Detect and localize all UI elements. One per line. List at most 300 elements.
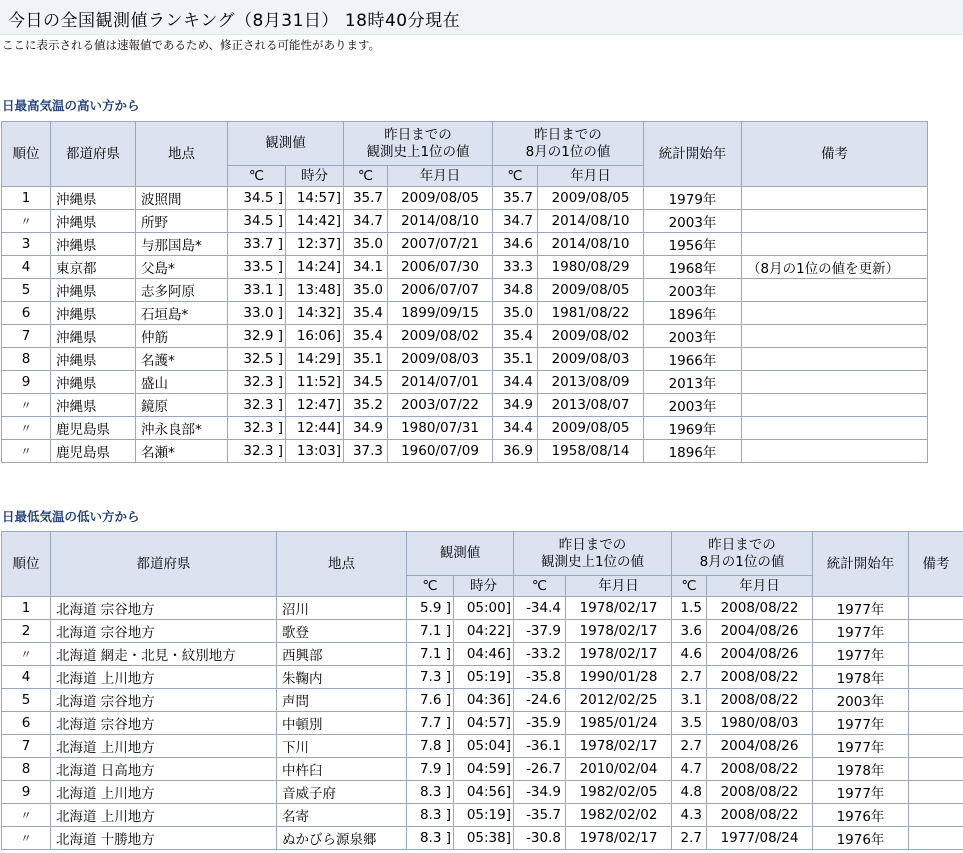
record-temp-cell: 35.1: [344, 348, 388, 371]
month-record-temp-cell: 34.9: [493, 394, 538, 417]
month-record-temp-cell: 4.8: [672, 781, 707, 804]
observed-time-cell: 04:46]: [454, 643, 514, 666]
table-row: [2, 781, 963, 804]
observed-temp-cell: 34.5 ]: [228, 210, 286, 233]
remarks-cell: [909, 689, 963, 712]
table-row: [2, 620, 963, 643]
start-year-cell: 1977年: [813, 712, 909, 735]
remarks-cell: （8月の1位の値を更新）: [742, 256, 928, 279]
month-record-date-cell: 2008/08/22: [707, 781, 813, 804]
record-header-line1: 昨日までの: [558, 536, 627, 553]
table-row: [2, 417, 928, 440]
table-row: [2, 440, 928, 463]
remarks-cell: [909, 735, 963, 758]
prefecture-cell: 北海道 宗谷地方: [51, 597, 277, 620]
remarks-cell: [742, 348, 928, 371]
observed-temp-cell: 7.6 ]: [407, 689, 454, 712]
prefecture-cell: 沖縄県: [51, 279, 136, 302]
rank-cell: 9: [2, 371, 51, 394]
start-year-cell: 1966年: [644, 348, 742, 371]
rank-cell: 〃: [2, 210, 51, 233]
record-date-cell: 1978/02/17: [566, 643, 672, 666]
observed-temp-cell: 33.1 ]: [228, 279, 286, 302]
station-cell: 下川: [277, 735, 407, 758]
month-record-temp-cell: 35.1: [493, 348, 538, 371]
record-temp-cell: 35.2: [344, 394, 388, 417]
station-cell: 名護*: [136, 348, 228, 371]
record-date-cell: 2009/08/05: [388, 187, 493, 210]
remarks-cell: [742, 325, 928, 348]
rank-cell: 〃: [2, 804, 51, 827]
station-cell: ぬかびら源泉郷: [277, 827, 407, 850]
remarks-cell: [742, 440, 928, 463]
station-cell: 中杵臼: [277, 758, 407, 781]
observed-time-cell: 05:38]: [454, 827, 514, 850]
observed-time-cell: 12:37]: [286, 233, 344, 256]
month-record-date-subheader: 年月日: [538, 166, 644, 187]
remarks-cell: [742, 394, 928, 417]
prefecture-cell: 東京都: [51, 256, 136, 279]
record-temp-cell: 35.0: [344, 233, 388, 256]
rank-cell: 6: [2, 712, 51, 735]
start-year-cell: 1978年: [813, 666, 909, 689]
start-year-cell: 1977年: [813, 643, 909, 666]
month-record-temp-subheader: ℃: [672, 576, 707, 597]
observed-temp-cell: 32.9 ]: [228, 325, 286, 348]
table-row: [2, 643, 963, 666]
rank-cell: 1: [2, 597, 51, 620]
col-prefecture-header: 都道府県: [51, 122, 136, 187]
col-station-header: 地点: [136, 122, 228, 187]
prefecture-cell: 北海道 上川地方: [51, 804, 277, 827]
table-row: [2, 804, 963, 827]
record-temp-cell: -37.9: [514, 620, 566, 643]
observed-time-cell: 14:57]: [286, 187, 344, 210]
observed-time-cell: 11:52]: [286, 371, 344, 394]
station-cell: 声問: [277, 689, 407, 712]
observed-temp-cell: 33.0 ]: [228, 302, 286, 325]
observed-temp-cell: 8.3 ]: [407, 804, 454, 827]
record-temp-cell: -35.7: [514, 804, 566, 827]
rank-cell: 4: [2, 256, 51, 279]
month-record-date-cell: 1981/08/22: [538, 302, 644, 325]
start-year-cell: 1977年: [813, 620, 909, 643]
record-date-cell: 1978/02/17: [566, 597, 672, 620]
col-station-header: 地点: [277, 532, 407, 597]
station-cell: 志多阿原: [136, 279, 228, 302]
remarks-cell: [909, 597, 963, 620]
month-record-header-line2: 8月の1位の値: [699, 553, 785, 570]
month-record-date-cell: 2013/08/07: [538, 394, 644, 417]
start-year-cell: 2003年: [644, 210, 742, 233]
record-date-cell: 1899/09/15: [388, 302, 493, 325]
start-year-cell: 1979年: [644, 187, 742, 210]
rank-cell: 5: [2, 279, 51, 302]
record-date-cell: 1978/02/17: [566, 827, 672, 850]
month-record-temp-cell: 33.3: [493, 256, 538, 279]
record-date-cell: 1980/07/31: [388, 417, 493, 440]
month-record-date-cell: 2009/08/05: [538, 417, 644, 440]
remarks-cell: [909, 712, 963, 735]
page-header: [0, 0, 963, 35]
start-year-cell: 2003年: [644, 279, 742, 302]
observed-time-cell: 14:24]: [286, 256, 344, 279]
table-row: [2, 712, 963, 735]
remarks-cell: [742, 233, 928, 256]
start-year-cell: 1896年: [644, 440, 742, 463]
rank-cell: 7: [2, 735, 51, 758]
table-row: [2, 371, 928, 394]
month-record-temp-cell: 1.5: [672, 597, 707, 620]
prefecture-cell: 北海道 上川地方: [51, 666, 277, 689]
station-cell: 名寄: [277, 804, 407, 827]
observed-time-cell: 05:04]: [454, 735, 514, 758]
col-rank-header: 順位: [2, 532, 51, 597]
start-year-cell: 1976年: [813, 804, 909, 827]
month-record-temp-subheader: ℃: [493, 166, 538, 187]
month-record-date-cell: 2014/08/10: [538, 233, 644, 256]
month-record-date-cell: 2008/08/22: [707, 597, 813, 620]
disclaimer-note: ここに表示される値は速報値であるため、修正される可能性があります。: [2, 38, 381, 52]
observed-temp-cell: 7.8 ]: [407, 735, 454, 758]
start-year-cell: 2013年: [644, 371, 742, 394]
station-cell: 歌登: [277, 620, 407, 643]
table-row: [2, 827, 963, 850]
observed-time-cell: 05:19]: [454, 666, 514, 689]
record-date-cell: 1990/01/28: [566, 666, 672, 689]
prefecture-cell: 沖縄県: [51, 325, 136, 348]
observed-time-cell: 12:44]: [286, 417, 344, 440]
record-temp-cell: 34.1: [344, 256, 388, 279]
col-record-header: [344, 122, 493, 166]
col-remarks-header: 備考: [909, 532, 963, 597]
record-date-cell: 2014/07/01: [388, 371, 493, 394]
month-record-date-cell: 1977/08/24: [707, 827, 813, 850]
prefecture-cell: 沖縄県: [51, 348, 136, 371]
record-temp-cell: 34.9: [344, 417, 388, 440]
rank-cell: 〃: [2, 394, 51, 417]
month-record-temp-cell: 35.4: [493, 325, 538, 348]
col-record-header: [514, 532, 672, 576]
rank-cell: 6: [2, 302, 51, 325]
low-temp-ranking-table: [1, 531, 963, 850]
observed-time-subheader: 時分: [454, 576, 514, 597]
record-temp-cell: -35.8: [514, 666, 566, 689]
start-year-cell: 1976年: [813, 827, 909, 850]
observed-temp-subheader: ℃: [407, 576, 454, 597]
month-record-date-cell: 2004/08/26: [707, 620, 813, 643]
record-header-line2: 観測史上1位の値: [540, 553, 645, 570]
observed-temp-cell: 33.5 ]: [228, 256, 286, 279]
prefecture-cell: 鹿児島県: [51, 440, 136, 463]
record-temp-cell: -26.7: [514, 758, 566, 781]
col-month-record-header: [672, 532, 813, 576]
observed-temp-cell: 32.3 ]: [228, 371, 286, 394]
month-record-temp-cell: 2.7: [672, 827, 707, 850]
month-record-header-line1: 昨日までの: [708, 536, 776, 553]
observed-temp-cell: 34.5 ]: [228, 187, 286, 210]
rank-cell: 4: [2, 666, 51, 689]
table-row: [2, 210, 928, 233]
remarks-cell: [742, 417, 928, 440]
observed-temp-cell: 7.9 ]: [407, 758, 454, 781]
rank-cell: 5: [2, 689, 51, 712]
page-title: 今日の全国観測値ランキング（8月31日） 18時40分現在: [8, 11, 461, 31]
prefecture-cell: 沖縄県: [51, 187, 136, 210]
observed-temp-cell: 8.3 ]: [407, 781, 454, 804]
table-row: [2, 256, 928, 279]
col-start-year-header: 統計開始年: [644, 122, 742, 187]
month-record-date-cell: 2009/08/05: [538, 187, 644, 210]
month-record-temp-cell: 4.7: [672, 758, 707, 781]
record-date-cell: 1982/02/05: [566, 781, 672, 804]
rank-cell: 3: [2, 233, 51, 256]
prefecture-cell: 沖縄県: [51, 302, 136, 325]
observed-temp-cell: 32.3 ]: [228, 440, 286, 463]
record-header-line2: 観測史上1位の値: [366, 143, 470, 160]
remarks-cell: [742, 371, 928, 394]
month-record-temp-cell: 3.5: [672, 712, 707, 735]
col-rank-header: 順位: [2, 122, 51, 187]
remarks-cell: [909, 643, 963, 666]
station-cell: 所野: [136, 210, 228, 233]
record-temp-cell: -35.9: [514, 712, 566, 735]
month-record-date-cell: 2009/08/03: [538, 348, 644, 371]
record-temp-cell: 35.4: [344, 325, 388, 348]
high-temp-ranking-table: [1, 121, 928, 463]
prefecture-cell: 北海道 上川地方: [51, 735, 277, 758]
record-temp-cell: 34.7: [344, 210, 388, 233]
observed-temp-cell: 5.9 ]: [407, 597, 454, 620]
month-record-date-cell: 1980/08/29: [538, 256, 644, 279]
rank-cell: 9: [2, 781, 51, 804]
observed-time-cell: 13:48]: [286, 279, 344, 302]
month-record-temp-cell: 34.6: [493, 233, 538, 256]
observed-time-cell: 05:19]: [454, 804, 514, 827]
prefecture-cell: 北海道 日高地方: [51, 758, 277, 781]
observed-time-cell: 12:47]: [286, 394, 344, 417]
month-record-temp-cell: 4.6: [672, 643, 707, 666]
start-year-cell: 2003年: [644, 325, 742, 348]
station-cell: 盛山: [136, 371, 228, 394]
table-row: [2, 348, 928, 371]
rank-cell: 〃: [2, 643, 51, 666]
month-record-header-line1: 昨日までの: [534, 126, 602, 143]
remarks-cell: [909, 620, 963, 643]
col-prefecture-header: 都道府県: [51, 532, 277, 597]
month-record-date-cell: 2004/08/26: [707, 735, 813, 758]
record-temp-cell: 35.0: [344, 279, 388, 302]
month-record-date-cell: 1958/08/14: [538, 440, 644, 463]
observed-temp-cell: 8.3 ]: [407, 827, 454, 850]
rank-cell: 8: [2, 758, 51, 781]
record-date-cell: 2007/07/21: [388, 233, 493, 256]
col-remarks-header: 備考: [742, 122, 928, 187]
record-date-subheader: 年月日: [566, 576, 672, 597]
month-record-temp-cell: 35.7: [493, 187, 538, 210]
record-temp-cell: 34.5: [344, 371, 388, 394]
month-record-date-cell: 2009/08/02: [538, 325, 644, 348]
prefecture-cell: 北海道 網走・北見・紋別地方: [51, 643, 277, 666]
station-cell: 父島*: [136, 256, 228, 279]
month-record-temp-cell: 36.9: [493, 440, 538, 463]
record-temp-cell: 35.4: [344, 302, 388, 325]
observed-temp-cell: 32.3 ]: [228, 394, 286, 417]
observed-temp-cell: 32.5 ]: [228, 348, 286, 371]
station-cell: 音威子府: [277, 781, 407, 804]
start-year-cell: 2003年: [813, 689, 909, 712]
record-date-cell: 1982/02/02: [566, 804, 672, 827]
observed-temp-subheader: ℃: [228, 166, 286, 187]
station-cell: 仲筋: [136, 325, 228, 348]
observed-time-cell: 05:00]: [454, 597, 514, 620]
month-record-temp-cell: 2.7: [672, 666, 707, 689]
station-cell: 名瀬*: [136, 440, 228, 463]
station-cell: 沼川: [277, 597, 407, 620]
table-row: [2, 735, 963, 758]
rank-cell: 8: [2, 348, 51, 371]
table-row: [2, 302, 928, 325]
observed-temp-cell: 7.7 ]: [407, 712, 454, 735]
month-record-temp-cell: 3.6: [672, 620, 707, 643]
prefecture-cell: 北海道 宗谷地方: [51, 689, 277, 712]
record-date-subheader: 年月日: [388, 166, 493, 187]
observed-temp-cell: 7.1 ]: [407, 643, 454, 666]
observed-time-cell: 16:06]: [286, 325, 344, 348]
col-start-year-header: 統計開始年: [813, 532, 909, 597]
station-cell: 西興部: [277, 643, 407, 666]
month-record-temp-cell: 4.3: [672, 804, 707, 827]
month-record-temp-cell: 34.7: [493, 210, 538, 233]
start-year-cell: 1978年: [813, 758, 909, 781]
observed-time-cell: 14:29]: [286, 348, 344, 371]
remarks-cell: [909, 758, 963, 781]
station-cell: 沖永良部*: [136, 417, 228, 440]
month-record-date-cell: 2008/08/22: [707, 804, 813, 827]
observed-time-cell: 04:22]: [454, 620, 514, 643]
record-date-cell: 1978/02/17: [566, 735, 672, 758]
month-record-date-cell: 2008/08/22: [707, 666, 813, 689]
col-observed-header: 観測値: [228, 122, 344, 166]
observed-time-cell: 04:56]: [454, 781, 514, 804]
month-record-temp-cell: 3.1: [672, 689, 707, 712]
start-year-cell: 1956年: [644, 233, 742, 256]
month-record-date-subheader: 年月日: [707, 576, 813, 597]
high-temp-section-title: 日最高気温の高い方から: [2, 98, 140, 113]
month-record-temp-cell: 35.0: [493, 302, 538, 325]
record-temp-subheader: ℃: [514, 576, 566, 597]
col-observed-header: 観測値: [407, 532, 514, 576]
month-record-temp-cell: 2.7: [672, 735, 707, 758]
record-date-cell: 2003/07/22: [388, 394, 493, 417]
record-date-cell: 1978/02/17: [566, 620, 672, 643]
month-record-date-cell: 2014/08/10: [538, 210, 644, 233]
remarks-cell: [742, 279, 928, 302]
observed-time-cell: 04:59]: [454, 758, 514, 781]
rank-cell: 〃: [2, 417, 51, 440]
record-temp-subheader: ℃: [344, 166, 388, 187]
station-cell: 朱鞠内: [277, 666, 407, 689]
record-temp-cell: 37.3: [344, 440, 388, 463]
record-temp-cell: -34.9: [514, 781, 566, 804]
observed-time-cell: 04:36]: [454, 689, 514, 712]
station-cell: 鏡原: [136, 394, 228, 417]
record-date-cell: 2006/07/30: [388, 256, 493, 279]
start-year-cell: 2003年: [644, 394, 742, 417]
month-record-temp-cell: 34.4: [493, 371, 538, 394]
record-date-cell: 2012/02/25: [566, 689, 672, 712]
station-cell: 石垣島*: [136, 302, 228, 325]
month-record-temp-cell: 34.4: [493, 417, 538, 440]
prefecture-cell: 北海道 宗谷地方: [51, 712, 277, 735]
table-row: [2, 597, 963, 620]
start-year-cell: 1977年: [813, 735, 909, 758]
table-row: [2, 394, 928, 417]
table-row: [2, 666, 963, 689]
record-date-cell: 1985/01/24: [566, 712, 672, 735]
month-record-date-cell: 2013/08/09: [538, 371, 644, 394]
record-date-cell: 2010/02/04: [566, 758, 672, 781]
remarks-cell: [742, 187, 928, 210]
start-year-cell: 1896年: [644, 302, 742, 325]
observed-time-cell: 13:03]: [286, 440, 344, 463]
observed-temp-cell: 7.3 ]: [407, 666, 454, 689]
table-row: [2, 689, 963, 712]
prefecture-cell: 北海道 十勝地方: [51, 827, 277, 850]
record-temp-cell: -24.6: [514, 689, 566, 712]
record-temp-cell: -34.4: [514, 597, 566, 620]
table-row: [2, 758, 963, 781]
table-row: [2, 233, 928, 256]
record-date-cell: 2006/07/07: [388, 279, 493, 302]
station-cell: 中頓別: [277, 712, 407, 735]
rank-cell: 7: [2, 325, 51, 348]
month-record-header-line2: 8月の1位の値: [525, 143, 611, 160]
remarks-cell: [909, 827, 963, 850]
observed-temp-cell: 33.7 ]: [228, 233, 286, 256]
start-year-cell: 1968年: [644, 256, 742, 279]
remarks-cell: [742, 302, 928, 325]
prefecture-cell: 沖縄県: [51, 210, 136, 233]
rank-cell: 1: [2, 187, 51, 210]
record-date-cell: 2009/08/03: [388, 348, 493, 371]
month-record-date-cell: 2008/08/22: [707, 689, 813, 712]
station-cell: 波照間: [136, 187, 228, 210]
prefecture-cell: 沖縄県: [51, 233, 136, 256]
observed-time-subheader: 時分: [286, 166, 344, 187]
remarks-cell: [909, 804, 963, 827]
record-date-cell: 2014/08/10: [388, 210, 493, 233]
record-date-cell: 2009/08/02: [388, 325, 493, 348]
record-temp-cell: -36.1: [514, 735, 566, 758]
prefecture-cell: 北海道 上川地方: [51, 781, 277, 804]
observed-time-cell: 04:57]: [454, 712, 514, 735]
record-temp-cell: 35.7: [344, 187, 388, 210]
remarks-cell: [742, 210, 928, 233]
station-cell: 与那国島*: [136, 233, 228, 256]
start-year-cell: 1977年: [813, 781, 909, 804]
low-temp-section-title: 日最低気温の低い方から: [2, 509, 140, 524]
month-record-date-cell: 1980/08/03: [707, 712, 813, 735]
month-record-date-cell: 2008/08/22: [707, 758, 813, 781]
remarks-cell: [909, 781, 963, 804]
prefecture-cell: 沖縄県: [51, 394, 136, 417]
start-year-cell: 1977年: [813, 597, 909, 620]
prefecture-cell: 北海道 宗谷地方: [51, 620, 277, 643]
month-record-temp-cell: 34.8: [493, 279, 538, 302]
record-temp-cell: -30.8: [514, 827, 566, 850]
rank-cell: 〃: [2, 827, 51, 850]
